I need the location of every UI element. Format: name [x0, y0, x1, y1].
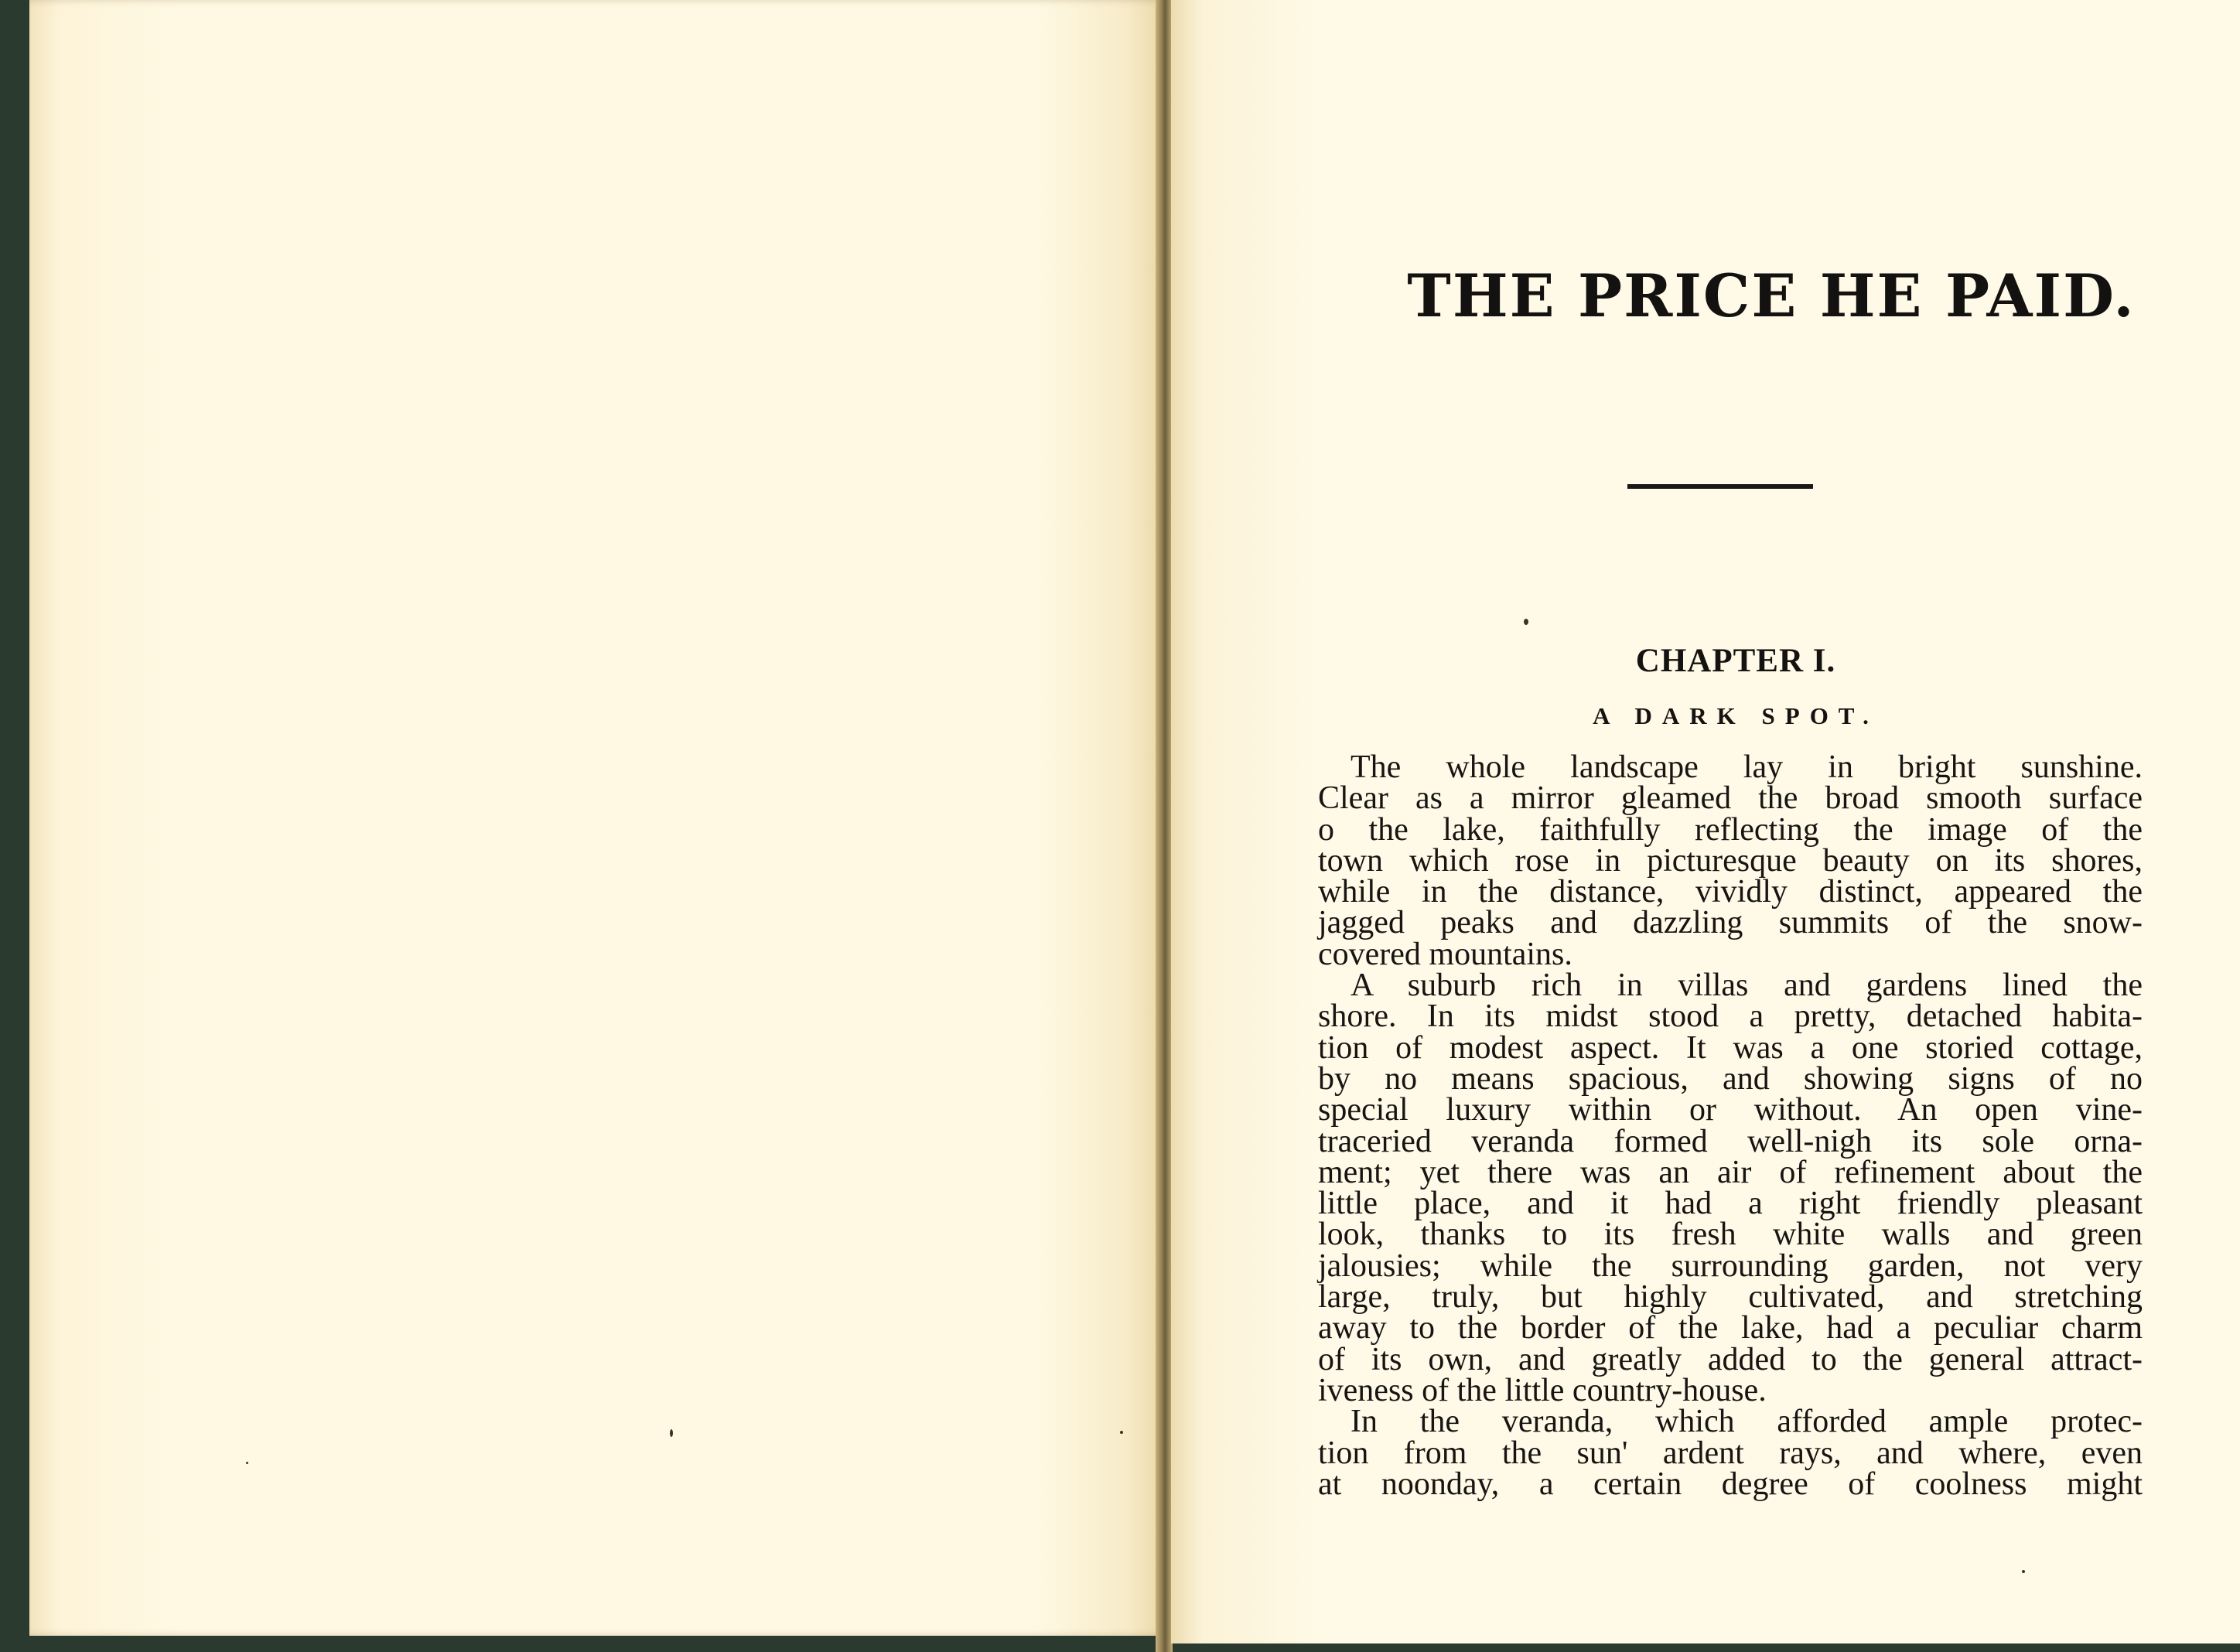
- body-line: at noonday, a certain degree of coolness might: [1318, 1466, 2143, 1502]
- body-line: shore. In its midst stood a pretty, detached habita-: [1318, 998, 2143, 1035]
- body-line: tion of modest aspect. It was a one storied cottage,: [1318, 1029, 2143, 1066]
- body-line: jalousies; while the surrounding garden, not very: [1318, 1248, 2143, 1284]
- left-page-blank: [29, 0, 1166, 1636]
- body-line: Clear as a mirror gleamed the broad smooth surface: [1318, 780, 2143, 817]
- body-line: The whole landscape lay in bright sunshine.: [1350, 749, 2143, 785]
- body-line: tion from the sun' ardent rays, and where, even: [1318, 1435, 2143, 1471]
- body-line: large, truly, but highly cultivated, and stretching: [1318, 1279, 2143, 1316]
- body-line: look, thanks to its fresh white walls and green: [1318, 1217, 2143, 1253]
- body-line: covered mountains.: [1318, 936, 1572, 972]
- title-rule: [1627, 484, 1813, 489]
- book-gutter: [1156, 0, 1173, 1652]
- body-line: special luxury within or without. An open vine-: [1318, 1092, 2143, 1128]
- body-line: traceried veranda formed well-nigh its sole orna-: [1318, 1123, 2143, 1159]
- body-line: of its own, and greatly added to the general attract-: [1318, 1341, 2143, 1377]
- body-line: jagged peaks and dazzling summits of the snow-: [1318, 905, 2143, 941]
- right-page: [1171, 0, 2240, 1643]
- body-line: iveness of the little country-house.: [1318, 1372, 1767, 1408]
- body-line: town which rose in picturesque beauty on its shores,: [1318, 842, 2143, 879]
- body-line: In the veranda, which afforded ample protec-: [1350, 1404, 2143, 1440]
- body-line: ment; yet there was an air of refinement about the: [1318, 1154, 2143, 1190]
- body-line: little place, and it had a right friendly pleasant: [1318, 1186, 2143, 1222]
- chapter-heading: CHAPTER I.: [1635, 643, 1836, 679]
- body-line: o the lake, faithfully reflecting the image of the: [1318, 811, 2143, 848]
- body-line: A suburb rich in villas and gardens lined the: [1350, 968, 2143, 1004]
- chapter-body-text: [1318, 749, 2143, 1502]
- chapter-title: A DARK SPOT.: [1593, 702, 1879, 729]
- body-line: away to the border of the lake, had a peculiar charm: [1318, 1310, 2143, 1347]
- body-line: by no means spacious, and showing signs of no: [1318, 1060, 2143, 1097]
- book-title: THE PRICE HE PAID.: [1407, 261, 2136, 330]
- body-line: while in the distance, vividly distinct, appeared the: [1318, 874, 2143, 910]
